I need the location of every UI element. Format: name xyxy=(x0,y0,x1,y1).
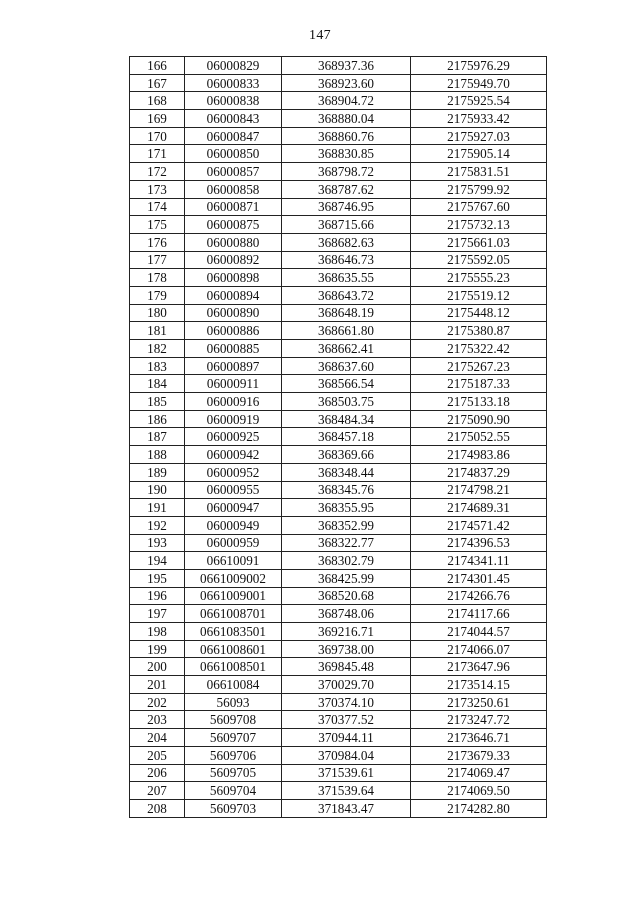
y-coordinate-cell: 2175187.33 xyxy=(411,375,547,393)
y-coordinate-cell: 2174282.80 xyxy=(411,799,547,817)
x-coordinate-cell: 368503.75 xyxy=(282,393,411,411)
point-number-cell: 167 xyxy=(130,74,185,92)
x-coordinate-cell: 368748.06 xyxy=(282,605,411,623)
point-number-cell: 177 xyxy=(130,251,185,269)
point-code-cell: 06610091 xyxy=(185,552,282,570)
y-coordinate-cell: 2174341.11 xyxy=(411,552,547,570)
point-number-cell: 173 xyxy=(130,180,185,198)
y-coordinate-cell: 2175949.70 xyxy=(411,74,547,92)
table-row xyxy=(130,764,547,782)
point-code-cell: 06000880 xyxy=(185,233,282,251)
point-number-cell: 184 xyxy=(130,375,185,393)
y-coordinate-cell: 2173646.71 xyxy=(411,729,547,747)
table-row xyxy=(130,729,547,747)
table-row xyxy=(130,746,547,764)
point-code-cell: 0661008501 xyxy=(185,658,282,676)
y-coordinate-cell: 2174396.53 xyxy=(411,534,547,552)
x-coordinate-cell: 369738.00 xyxy=(282,640,411,658)
y-coordinate-cell: 2173250.61 xyxy=(411,693,547,711)
table-row xyxy=(130,499,547,517)
point-number-cell: 179 xyxy=(130,286,185,304)
table-row xyxy=(130,623,547,641)
point-number-cell: 185 xyxy=(130,393,185,411)
x-coordinate-cell: 368457.18 xyxy=(282,428,411,446)
y-coordinate-cell: 2175925.54 xyxy=(411,92,547,110)
point-code-cell: 0661009002 xyxy=(185,569,282,587)
point-code-cell: 06000886 xyxy=(185,322,282,340)
x-coordinate-cell: 371539.61 xyxy=(282,764,411,782)
point-number-cell: 183 xyxy=(130,357,185,375)
point-code-cell: 06000829 xyxy=(185,57,282,75)
point-number-cell: 195 xyxy=(130,569,185,587)
table-row xyxy=(130,693,547,711)
table-row xyxy=(130,304,547,322)
y-coordinate-cell: 2175976.29 xyxy=(411,57,547,75)
y-coordinate-cell: 2174983.86 xyxy=(411,446,547,464)
point-code-cell: 06000894 xyxy=(185,286,282,304)
table-row xyxy=(130,516,547,534)
x-coordinate-cell: 370374.10 xyxy=(282,693,411,711)
y-coordinate-cell: 2175933.42 xyxy=(411,110,547,128)
table-row xyxy=(130,410,547,428)
table-row xyxy=(130,92,547,110)
x-coordinate-cell: 368322.77 xyxy=(282,534,411,552)
x-coordinate-cell: 368937.36 xyxy=(282,57,411,75)
point-number-cell: 194 xyxy=(130,552,185,570)
point-number-cell: 205 xyxy=(130,746,185,764)
point-code-cell: 0661008601 xyxy=(185,640,282,658)
x-coordinate-cell: 368637.60 xyxy=(282,357,411,375)
y-coordinate-cell: 2174066.07 xyxy=(411,640,547,658)
y-coordinate-cell: 2174069.50 xyxy=(411,782,547,800)
x-coordinate-cell: 368345.76 xyxy=(282,481,411,499)
table-row xyxy=(130,340,547,358)
y-coordinate-cell: 2174798.21 xyxy=(411,481,547,499)
table-row xyxy=(130,552,547,570)
point-code-cell: 06610084 xyxy=(185,676,282,694)
point-code-cell: 0661008701 xyxy=(185,605,282,623)
y-coordinate-cell: 2174301.45 xyxy=(411,569,547,587)
y-coordinate-cell: 2175831.51 xyxy=(411,163,547,181)
point-number-cell: 199 xyxy=(130,640,185,658)
table-row xyxy=(130,286,547,304)
point-number-cell: 172 xyxy=(130,163,185,181)
point-number-cell: 187 xyxy=(130,428,185,446)
x-coordinate-cell: 368661.80 xyxy=(282,322,411,340)
table-row xyxy=(130,357,547,375)
point-code-cell: 0661083501 xyxy=(185,623,282,641)
point-number-cell: 176 xyxy=(130,233,185,251)
table-row xyxy=(130,198,547,216)
point-number-cell: 204 xyxy=(130,729,185,747)
x-coordinate-cell: 368798.72 xyxy=(282,163,411,181)
y-coordinate-cell: 2174266.76 xyxy=(411,587,547,605)
table-row xyxy=(130,481,547,499)
point-code-cell: 06000892 xyxy=(185,251,282,269)
y-coordinate-cell: 2175322.42 xyxy=(411,340,547,358)
point-code-cell: 5609704 xyxy=(185,782,282,800)
point-code-cell: 06000955 xyxy=(185,481,282,499)
point-number-cell: 181 xyxy=(130,322,185,340)
x-coordinate-cell: 368484.34 xyxy=(282,410,411,428)
page-number: 147 xyxy=(309,28,331,43)
table-row xyxy=(130,587,547,605)
y-coordinate-cell: 2175905.14 xyxy=(411,145,547,163)
point-number-cell: 193 xyxy=(130,534,185,552)
point-code-cell: 06000838 xyxy=(185,92,282,110)
y-coordinate-cell: 2174069.47 xyxy=(411,764,547,782)
x-coordinate-cell: 370377.52 xyxy=(282,711,411,729)
point-number-cell: 180 xyxy=(130,304,185,322)
table-row xyxy=(130,269,547,287)
table-row xyxy=(130,463,547,481)
point-number-cell: 190 xyxy=(130,481,185,499)
x-coordinate-cell: 370944.11 xyxy=(282,729,411,747)
table-row xyxy=(130,640,547,658)
x-coordinate-cell: 368787.62 xyxy=(282,180,411,198)
x-coordinate-cell: 368860.76 xyxy=(282,127,411,145)
x-coordinate-cell: 368880.04 xyxy=(282,110,411,128)
y-coordinate-cell: 2173514.15 xyxy=(411,676,547,694)
coordinates-table xyxy=(129,56,547,818)
point-code-cell: 56093 xyxy=(185,693,282,711)
x-coordinate-cell: 368369.66 xyxy=(282,446,411,464)
x-coordinate-cell: 368662.41 xyxy=(282,340,411,358)
x-coordinate-cell: 370029.70 xyxy=(282,676,411,694)
point-number-cell: 178 xyxy=(130,269,185,287)
y-coordinate-cell: 2175767.60 xyxy=(411,198,547,216)
table-row xyxy=(130,163,547,181)
point-code-cell: 06000885 xyxy=(185,340,282,358)
y-coordinate-cell: 2175661.03 xyxy=(411,233,547,251)
point-code-cell: 06000857 xyxy=(185,163,282,181)
x-coordinate-cell: 368355.95 xyxy=(282,499,411,517)
table-row xyxy=(130,534,547,552)
y-coordinate-cell: 2173247.72 xyxy=(411,711,547,729)
table-row xyxy=(130,799,547,817)
point-number-cell: 201 xyxy=(130,676,185,694)
point-number-cell: 189 xyxy=(130,463,185,481)
y-coordinate-cell: 2173679.33 xyxy=(411,746,547,764)
x-coordinate-cell: 368746.95 xyxy=(282,198,411,216)
point-number-cell: 175 xyxy=(130,216,185,234)
table-row xyxy=(130,428,547,446)
point-code-cell: 06000959 xyxy=(185,534,282,552)
table-row xyxy=(130,605,547,623)
point-number-cell: 200 xyxy=(130,658,185,676)
table-row xyxy=(130,676,547,694)
y-coordinate-cell: 2175090.90 xyxy=(411,410,547,428)
point-code-cell: 06000919 xyxy=(185,410,282,428)
point-code-cell: 5609707 xyxy=(185,729,282,747)
point-number-cell: 192 xyxy=(130,516,185,534)
point-code-cell: 06000911 xyxy=(185,375,282,393)
point-number-cell: 171 xyxy=(130,145,185,163)
table-row xyxy=(130,216,547,234)
y-coordinate-cell: 2174044.57 xyxy=(411,623,547,641)
point-code-cell: 06000925 xyxy=(185,428,282,446)
table-row xyxy=(130,180,547,198)
y-coordinate-cell: 2175052.55 xyxy=(411,428,547,446)
table-row xyxy=(130,251,547,269)
x-coordinate-cell: 371539.64 xyxy=(282,782,411,800)
y-coordinate-cell: 2175133.18 xyxy=(411,393,547,411)
point-number-cell: 166 xyxy=(130,57,185,75)
table-row xyxy=(130,322,547,340)
point-code-cell: 06000916 xyxy=(185,393,282,411)
y-coordinate-cell: 2175799.92 xyxy=(411,180,547,198)
point-code-cell: 5609703 xyxy=(185,799,282,817)
point-code-cell: 0661009001 xyxy=(185,587,282,605)
y-coordinate-cell: 2175519.12 xyxy=(411,286,547,304)
x-coordinate-cell: 368352.99 xyxy=(282,516,411,534)
point-number-cell: 182 xyxy=(130,340,185,358)
point-code-cell: 5609705 xyxy=(185,764,282,782)
point-number-cell: 174 xyxy=(130,198,185,216)
table-row xyxy=(130,375,547,393)
table-row xyxy=(130,658,547,676)
point-number-cell: 198 xyxy=(130,623,185,641)
table-row xyxy=(130,569,547,587)
point-number-cell: 207 xyxy=(130,782,185,800)
x-coordinate-cell: 369216.71 xyxy=(282,623,411,641)
y-coordinate-cell: 2175732.13 xyxy=(411,216,547,234)
table-row xyxy=(130,393,547,411)
y-coordinate-cell: 2174689.31 xyxy=(411,499,547,517)
x-coordinate-cell: 368715.66 xyxy=(282,216,411,234)
point-code-cell: 06000942 xyxy=(185,446,282,464)
y-coordinate-cell: 2175927.03 xyxy=(411,127,547,145)
point-code-cell: 06000875 xyxy=(185,216,282,234)
y-coordinate-cell: 2175448.12 xyxy=(411,304,547,322)
x-coordinate-cell: 368646.73 xyxy=(282,251,411,269)
x-coordinate-cell: 368566.54 xyxy=(282,375,411,393)
table-row xyxy=(130,233,547,251)
point-code-cell: 06000947 xyxy=(185,499,282,517)
point-number-cell: 168 xyxy=(130,92,185,110)
x-coordinate-cell: 368425.99 xyxy=(282,569,411,587)
point-code-cell: 06000847 xyxy=(185,127,282,145)
table-row xyxy=(130,711,547,729)
point-number-cell: 188 xyxy=(130,446,185,464)
y-coordinate-cell: 2174571.42 xyxy=(411,516,547,534)
point-number-cell: 208 xyxy=(130,799,185,817)
table-row xyxy=(130,145,547,163)
point-code-cell: 06000897 xyxy=(185,357,282,375)
x-coordinate-cell: 368904.72 xyxy=(282,92,411,110)
table-row xyxy=(130,127,547,145)
point-number-cell: 170 xyxy=(130,127,185,145)
x-coordinate-cell: 368830.85 xyxy=(282,145,411,163)
x-coordinate-cell: 368302.79 xyxy=(282,552,411,570)
y-coordinate-cell: 2174117.66 xyxy=(411,605,547,623)
x-coordinate-cell: 368520.68 xyxy=(282,587,411,605)
point-code-cell: 06000850 xyxy=(185,145,282,163)
y-coordinate-cell: 2175592.05 xyxy=(411,251,547,269)
x-coordinate-cell: 368648.19 xyxy=(282,304,411,322)
x-coordinate-cell: 368635.55 xyxy=(282,269,411,287)
x-coordinate-cell: 368923.60 xyxy=(282,74,411,92)
x-coordinate-cell: 369845.48 xyxy=(282,658,411,676)
y-coordinate-cell: 2173647.96 xyxy=(411,658,547,676)
point-number-cell: 169 xyxy=(130,110,185,128)
point-number-cell: 202 xyxy=(130,693,185,711)
point-number-cell: 197 xyxy=(130,605,185,623)
point-code-cell: 06000898 xyxy=(185,269,282,287)
table-row xyxy=(130,74,547,92)
point-number-cell: 186 xyxy=(130,410,185,428)
x-coordinate-cell: 371843.47 xyxy=(282,799,411,817)
point-code-cell: 06000952 xyxy=(185,463,282,481)
table-row xyxy=(130,782,547,800)
point-number-cell: 196 xyxy=(130,587,185,605)
table-row xyxy=(130,446,547,464)
point-number-cell: 191 xyxy=(130,499,185,517)
y-coordinate-cell: 2175267.23 xyxy=(411,357,547,375)
point-number-cell: 203 xyxy=(130,711,185,729)
point-number-cell: 206 xyxy=(130,764,185,782)
coordinates-table-body xyxy=(130,57,547,818)
x-coordinate-cell: 368682.63 xyxy=(282,233,411,251)
point-code-cell: 5609708 xyxy=(185,711,282,729)
point-code-cell: 06000843 xyxy=(185,110,282,128)
table-row xyxy=(130,110,547,128)
point-code-cell: 5609706 xyxy=(185,746,282,764)
point-code-cell: 06000858 xyxy=(185,180,282,198)
y-coordinate-cell: 2175380.87 xyxy=(411,322,547,340)
y-coordinate-cell: 2175555.23 xyxy=(411,269,547,287)
x-coordinate-cell: 370984.04 xyxy=(282,746,411,764)
y-coordinate-cell: 2174837.29 xyxy=(411,463,547,481)
point-code-cell: 06000833 xyxy=(185,74,282,92)
point-code-cell: 06000890 xyxy=(185,304,282,322)
point-code-cell: 06000949 xyxy=(185,516,282,534)
x-coordinate-cell: 368643.72 xyxy=(282,286,411,304)
point-code-cell: 06000871 xyxy=(185,198,282,216)
x-coordinate-cell: 368348.44 xyxy=(282,463,411,481)
table-row xyxy=(130,57,547,75)
